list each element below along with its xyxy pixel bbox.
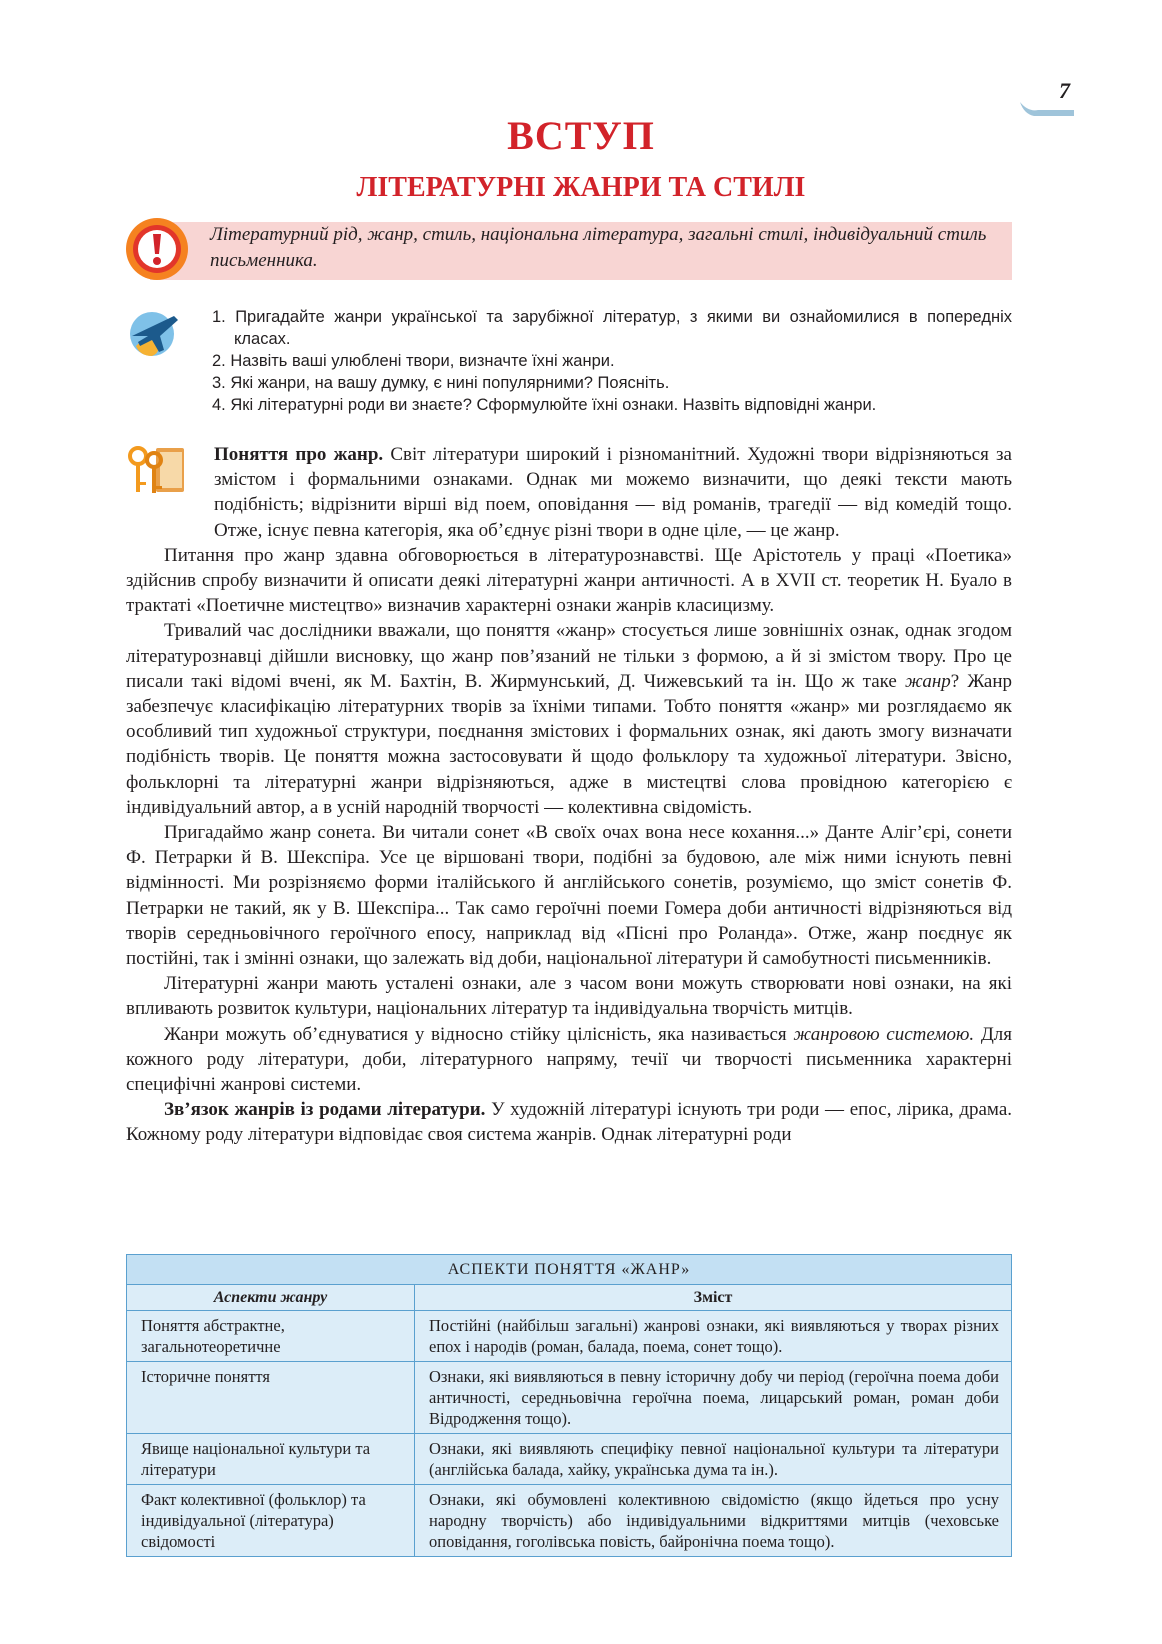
- table-cell: Ознаки, які виявляються в певну історичну добу чи період (героїчна поема доби античності, середньовічна героїчна поема, лицарський роман, роман доби Відродження тощо).: [415, 1362, 1012, 1434]
- main-text: [126, 442, 1012, 1148]
- table-header: Зміст: [415, 1285, 1012, 1311]
- keywords-box: [150, 222, 1012, 280]
- page-number: 7: [1059, 78, 1070, 103]
- paragraph: Зв’язок жанрів із родами літератури. У художній літературі існують три роди — епос, лірика, драма. Кожному роду літератури відповідає своя система жанрів. Однак літературні роди: [126, 1099, 1012, 1146]
- paragraph: Літературні жанри мають усталені ознаки, але з часом вони можуть створювати нові ознаки, на які впливають розвиток культури, національних літератур та індивідуальна творчість митців.: [126, 973, 1012, 1020]
- table-cell: Ознаки, які обумовлені колективною свідомістю (якщо йдеться про усну народну творчість) або індивідуальними відкриттями митців (чеховське оповідання, гоголівська повість, байронічна поема тощо).: [415, 1485, 1012, 1557]
- paragraph: Тривалий час дослідники вважали, що поняття «жанр» стосується лише зовнішніх ознак, однак згодом літературознавці дійшли висновку, що жанр пов’язаний не тільки з формою, а й зі змістом твору. Про це писали такі відомі вчені, як М. Бахтін, В. Жирмунський, Д. Чижевський та ін. Що ж таке жанр? Жанр забезпечує класифікацію літературних творів за їхніми типами. Тобто поняття «жанр» ми розглядаємо як особливий тип художньої структури, поєднання змістових і формальних ознак, які дають змогу визначати подібність творів. Це поняття можна застосовувати й щодо фольклору та художньої літератури. Звісно, фольклорні та літературні жанри відрізняються, адже в мистецтві слова провідною категорією є індивідуальний автор, а в усній народній творчості — колективна свідомість.: [126, 620, 1012, 818]
- paragraph: Поняття про жанр. Світ літератури широкий і різноманітний. Художні твори відрізняються за змістом і формальними ознаками. Однак ми можемо визначити, що деякі тексти мають подібність; відрізнити вірші від поем, оповідання — від романів, трагедії — від комедій тощо. Отже, існує певна категорія, яка об’єднує різні твори в одне ціле, — це жанр.: [214, 444, 1012, 541]
- table-row: [127, 1311, 1012, 1362]
- keywords-text: Літературний рід, жанр, стиль, національна література, загальні стилі, індивідуальний стиль письменника.: [210, 224, 987, 271]
- table-cell: Постійні (найбільш загальні) жанрові ознаки, які виявляються у творах різних епох і народів (роман, балада, поема, сонет тощо).: [415, 1311, 1012, 1362]
- genre-aspects-table: [126, 1254, 1012, 1557]
- questions-list: [212, 306, 1012, 416]
- question-item: 2. Назвіть ваші улюблені твори, визначте їхні жанри.: [212, 352, 615, 370]
- section-heading: Поняття про жанр.: [214, 444, 384, 465]
- table-cell: Факт колективної (фольклор) та індивідуальної (література) свідомості: [127, 1485, 415, 1557]
- table-caption: АСПЕКТИ ПОНЯТТЯ «ЖАНР»: [127, 1255, 1012, 1285]
- paragraph: Пригадаймо жанр сонета. Ви читали сонет «В своїх очах вона несе кохання...» Данте Аліг’єрі, сонети Ф. Петрарки й В. Шекспіра. Усе це віршовані твори, подібні за будовою, але між ними існують певні відмінності. Ми розрізняємо форми італійського й англійського сонетів, розуміємо, що зміст сонетів Ф. Петрарки не такий, як у В. Шекспіра... Так само героїчні поеми Гомера доби античності відрізняються від творів середньовічного героїчного епосу, наприклад від «Пісні про Роланда». Отже, жанр поєднує як постійні, так і змінні ознаки, що залежать від доби, національної літератури й самобутності письменників.: [126, 822, 1012, 970]
- table-header: Аспекти жанру: [127, 1285, 415, 1311]
- question-item: 3. Які жанри, на вашу думку, є нині популярними? Поясніть.: [212, 374, 670, 392]
- section-heading: Зв’язок жанрів із родами літератури.: [164, 1099, 486, 1121]
- table-cell: Історичне поняття: [127, 1362, 415, 1434]
- table-cell: Ознаки, які виявляють специфіку певної національної культури та літератури (англійська балада, хайку, українська дума та ін.).: [415, 1434, 1012, 1485]
- page-title: ВСТУП: [507, 113, 655, 158]
- question-item: 4. Які літературні роди ви знаєте? Сформулюйте їхні ознаки. Назвіть відповідні жанри.: [212, 396, 877, 414]
- question-item: 1. Пригадайте жанри української та зарубіжної літератур, з якими ви ознайомилися в попередніх класах.: [212, 308, 1012, 348]
- table-row: [127, 1362, 1012, 1434]
- table-cell: Поняття абстрактне, загальнотеоретичне: [127, 1311, 415, 1362]
- airplane-icon: [126, 306, 182, 358]
- paragraph: Питання про жанр здавна обговорюється в літературознавстві. Ще Арістотель у праці «Поетика» здійснив спробу визначити й описати деякі літературні жанри античності. А в XVII ст. теоретик Н. Буало в трактаті «Поетичне мистецтво» визначив характерні ознаки жанрів класицизму.: [126, 544, 1012, 617]
- page-subtitle: ЛІТЕРАТУРНІ ЖАНРИ ТА СТИЛІ: [356, 172, 806, 203]
- exclamation-icon: [124, 216, 190, 282]
- paragraph: Жанри можуть об’єднуватися у відносно стійку цілісність, яка називається жанровою системою. Для кожного роду літератури, доби, літературного напряму, течії чи творчості письменника характерні специфічні жанрові системи.: [126, 1023, 1013, 1096]
- table-row: [127, 1434, 1012, 1485]
- table-row: [127, 1485, 1012, 1557]
- table-cell: Явище національної культури та літератури: [127, 1434, 415, 1485]
